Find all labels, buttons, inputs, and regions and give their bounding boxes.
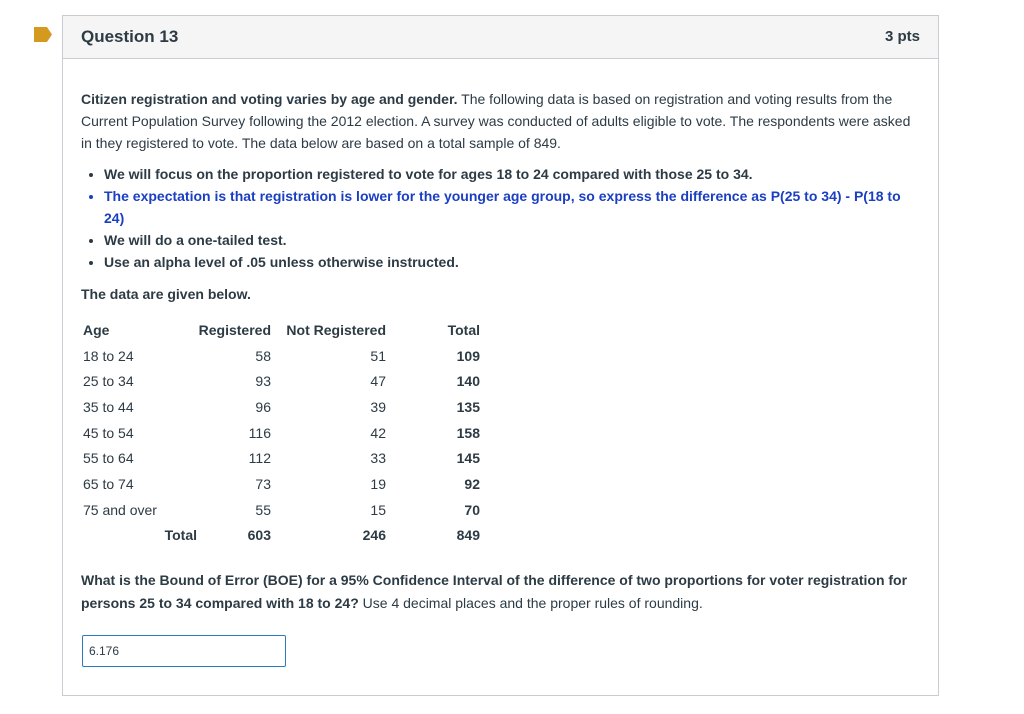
data-intro: The data are given below.	[81, 286, 251, 302]
cell-total: 92	[464, 475, 480, 492]
answer-input[interactable]	[82, 635, 286, 667]
table-row	[81, 420, 480, 446]
table-row	[81, 368, 480, 394]
cell-not-registered: 51	[370, 347, 386, 364]
table-total-row	[81, 523, 480, 549]
instruction-item: • We will do a one-tailed test.	[104, 229, 921, 251]
question-body	[81, 88, 921, 548]
instruction-item: • We will focus on the proportion registered to vote for ages 18 to 24 compared with those 25 to 34.	[104, 163, 921, 185]
instruction-list	[81, 163, 921, 273]
cell-registered: 93	[255, 373, 271, 390]
question-header	[63, 16, 938, 59]
table-row	[81, 497, 480, 523]
cell-registered: 603	[247, 527, 271, 544]
prompt-text: Use 4 decimal places and the proper rules of rounding.	[358, 595, 703, 611]
cell-age: 35 to 44	[83, 398, 134, 415]
cell-total: 109	[456, 347, 480, 364]
table-header-row	[81, 317, 480, 343]
table-row	[81, 343, 480, 369]
cell-total: 158	[456, 424, 480, 441]
table-row	[81, 394, 480, 420]
header-registered: Registered	[198, 321, 271, 338]
cell-not-registered: 19	[370, 475, 386, 492]
instruction-item: • Use an alpha level of .05 unless otherwise instructed.	[104, 251, 921, 273]
question-intro	[81, 88, 921, 154]
cell-total: 849	[456, 527, 480, 544]
table-row	[81, 471, 480, 497]
cell-age: 75 and over	[83, 501, 157, 518]
registration-table	[81, 317, 480, 548]
header-not-registered: Not Registered	[286, 321, 386, 338]
question-title: Question 13	[81, 27, 179, 46]
cell-registered: 73	[255, 475, 271, 492]
cell-age: 55 to 64	[83, 450, 134, 467]
cell-not-registered: 246	[362, 527, 386, 544]
cell-registered: 112	[248, 450, 271, 467]
cell-age: 65 to 74	[83, 475, 134, 492]
intro-bold: Citizen registration and voting varies by age and gender.	[81, 91, 458, 107]
cell-not-registered: 42	[370, 424, 386, 441]
instruction-item: • The expectation is that registration is lower for the younger age group, so express the difference as P(25 to 34) - P(18 to 24)	[104, 185, 921, 229]
total-label: Total	[164, 527, 197, 544]
question-points: 3 pts	[884, 28, 920, 45]
question-card	[62, 15, 939, 696]
table-body	[81, 343, 480, 549]
header-total: Total	[447, 321, 480, 338]
cell-total: 135	[456, 398, 480, 415]
cell-not-registered: 47	[370, 373, 386, 390]
cell-registered: 55	[255, 501, 271, 518]
cell-not-registered: 15	[370, 501, 386, 518]
question-flag-icon[interactable]	[34, 27, 52, 42]
cell-registered: 58	[255, 347, 271, 364]
question-prompt	[81, 569, 921, 615]
header-age: Age	[83, 321, 110, 338]
table-row	[81, 445, 480, 471]
cell-age: 25 to 34	[83, 373, 134, 390]
cell-registered: 96	[255, 398, 271, 415]
cell-age: 45 to 54	[83, 424, 134, 441]
intro-text: The following data is based on registration and voting results from the Current Population Survey following the 2012 election. A survey was conducted of adults eligible to vote. The respondents were asked in they registered to vote. The data below are based on a total sample of 849.	[81, 91, 911, 151]
cell-total: 140	[456, 373, 480, 390]
cell-not-registered: 39	[370, 398, 386, 415]
prompt-bold: What is the Bound of Error (BOE) for a 95% Confidence Interval of the difference of two proportions for voter registration for persons 25 to 34 compared with 18 to 24?	[81, 572, 908, 611]
cell-age: 18 to 24	[83, 347, 134, 364]
cell-total: 145	[456, 450, 480, 467]
cell-not-registered: 33	[370, 450, 386, 467]
cell-total: 70	[464, 501, 480, 518]
cell-registered: 116	[248, 424, 271, 441]
